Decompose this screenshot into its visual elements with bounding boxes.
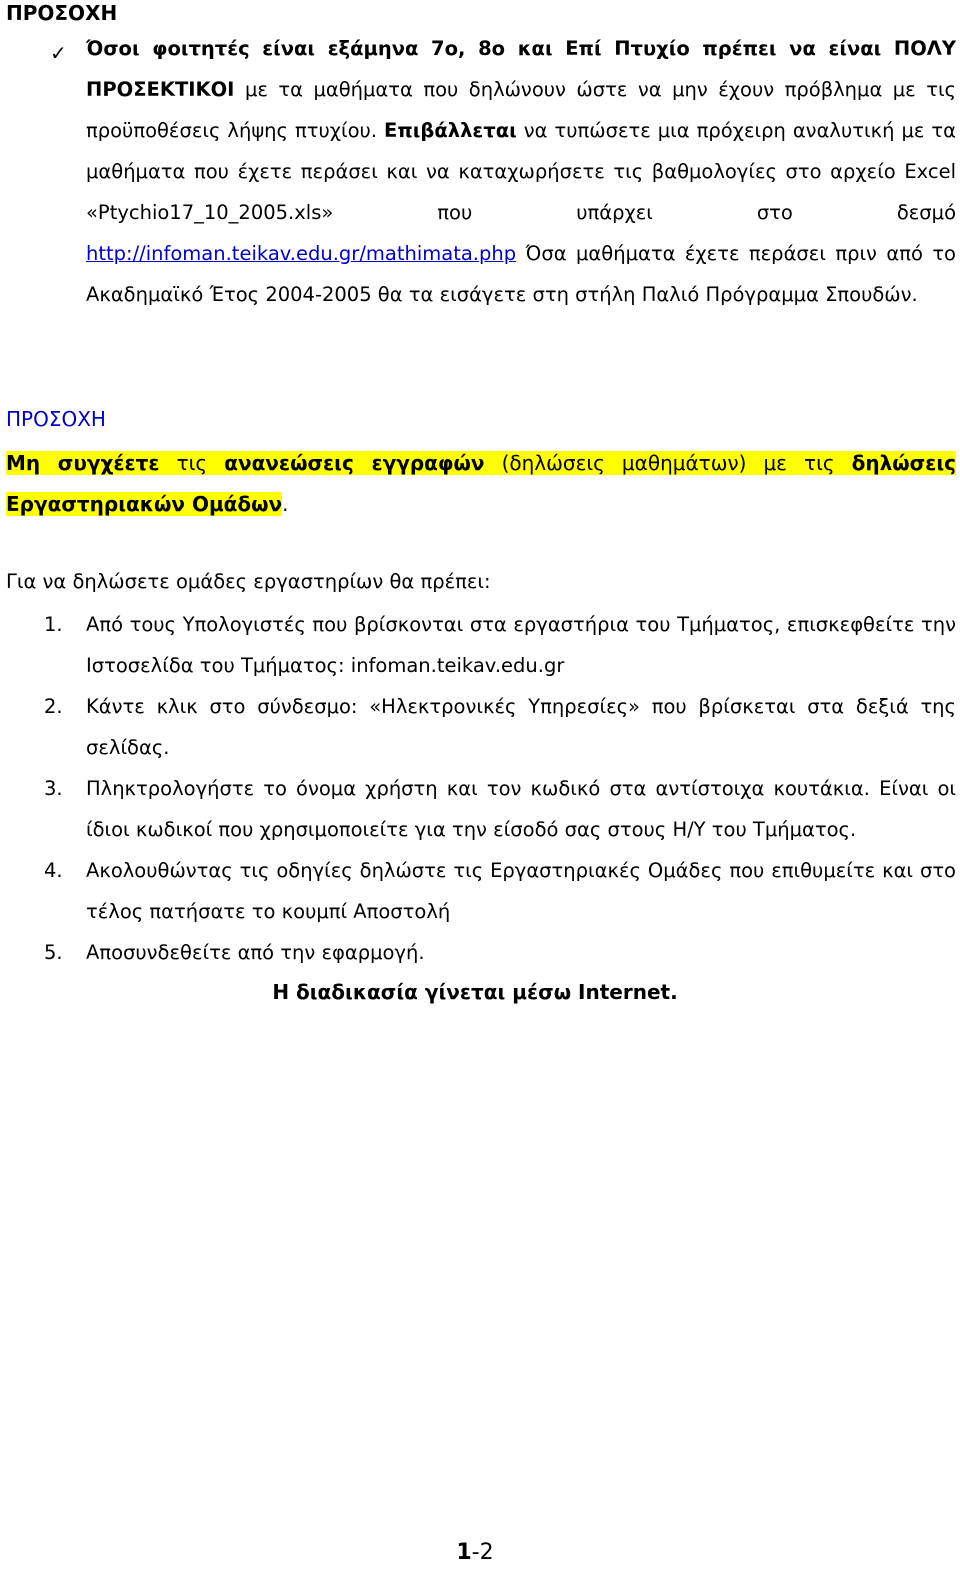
closing-note: Η διαδικασία γίνεται μέσω Internet. <box>272 980 678 1004</box>
note-bold-required: Επιβάλλεται <box>384 119 517 142</box>
warning-text-1: τις <box>159 451 225 475</box>
warning-paragraph <box>6 443 956 525</box>
step-number: 4. <box>44 859 63 882</box>
warning-heading: ΠΡΟΣΟΧΗ <box>6 407 106 431</box>
step-text: Πληκτρολογήστε το όνομα χρήστη και τον κωδικό στα αντίστοιχα κουτάκια. Είναι οι ίδιοι κωδικοί που χρησιμοποιείτε για την είσοδό σας στους Η/Υ του Τμήματος. <box>86 777 956 841</box>
warning-bold-2: ανανεώσεις εγγραφών <box>224 451 485 475</box>
note-text-1: με τα μαθήματα που δηλώνουν ώστε να μην έχουν πρόβλημα με τις προϋποθέσεις λήψης πτυχίου. <box>86 78 956 142</box>
note-paragraph <box>86 28 956 315</box>
note-text-3: Όσα μαθήματα έχετε περάσει πριν από το Ακαδημαϊκό Έτος 2004-2005 θα τα εισάγετε στη στήλη Παλιό Πρόγραμμα Σπουδών. <box>86 242 956 306</box>
step-number: 1. <box>44 613 63 636</box>
note-bold-intro: Όσοι φοιτητές είναι εξάμηνα 7ο, 8ο και Επί Πτυχίο πρέπει να είναι ΠΟΛΥ ΠΡΟΣΕΚΤΙΚΟΙ <box>86 37 956 101</box>
page-separator: - <box>471 1540 480 1565</box>
step-number: 2. <box>44 695 63 718</box>
step-text: Αποσυνδεθείτε από την εφαρμογή. <box>86 941 425 964</box>
page-current: 1 <box>456 1540 472 1565</box>
step-text: Κάντε κλικ στο σύνδεσμο: «Ηλεκτρονικές Υπηρεσίες» που βρίσκεται στα δεξιά της σελίδας. <box>86 695 956 759</box>
instructions-intro: Για να δηλώσετε ομάδες εργαστηρίων θα πρέπει: <box>6 570 491 593</box>
warning-text-3: . <box>282 492 289 516</box>
step-number: 5. <box>44 941 63 964</box>
heading-attention: ΠΡΟΣΟΧΗ <box>6 1 118 25</box>
warning-highlight <box>6 451 956 516</box>
page-total: 2 <box>479 1540 494 1565</box>
warning-bold-1: Μη συγχέετε <box>6 451 160 475</box>
mathimata-link[interactable]: http://infoman.teikav.edu.gr/mathimata.php <box>86 242 517 265</box>
note-text-2: να τυπώσετε μια πρόχειρη αναλυτική με τα μαθήματα που έχετε περάσει και να καταχωρήσετε τις βαθμολογίες στο αρχείο Excel «Ptychio17_10_2005.xls» που υπάρχει στο δεσμό <box>86 119 956 224</box>
page-number <box>0 1538 950 1568</box>
warning-text-2: (δηλώσεις μαθημάτων) με τις <box>484 451 852 475</box>
check-icon: ✓ <box>50 41 67 65</box>
warning-bold-3: δηλώσεις Εργαστηριακών Ομάδων <box>6 451 957 516</box>
step-text: Από τους Υπολογιστές που βρίσκονται στα εργαστήρια του Τμήματος, επισκεφθείτε την Ιστοσελίδα του Τμήματος: infoman.teikav.edu.gr <box>86 613 956 677</box>
step-number: 3. <box>44 777 63 800</box>
step-text: Ακολουθώντας τις οδηγίες δηλώστε τις Εργαστηριακές Ομάδες που επιθυμείτε και στο τέλος πατήσατε το κουμπί Αποστολή <box>86 859 956 923</box>
